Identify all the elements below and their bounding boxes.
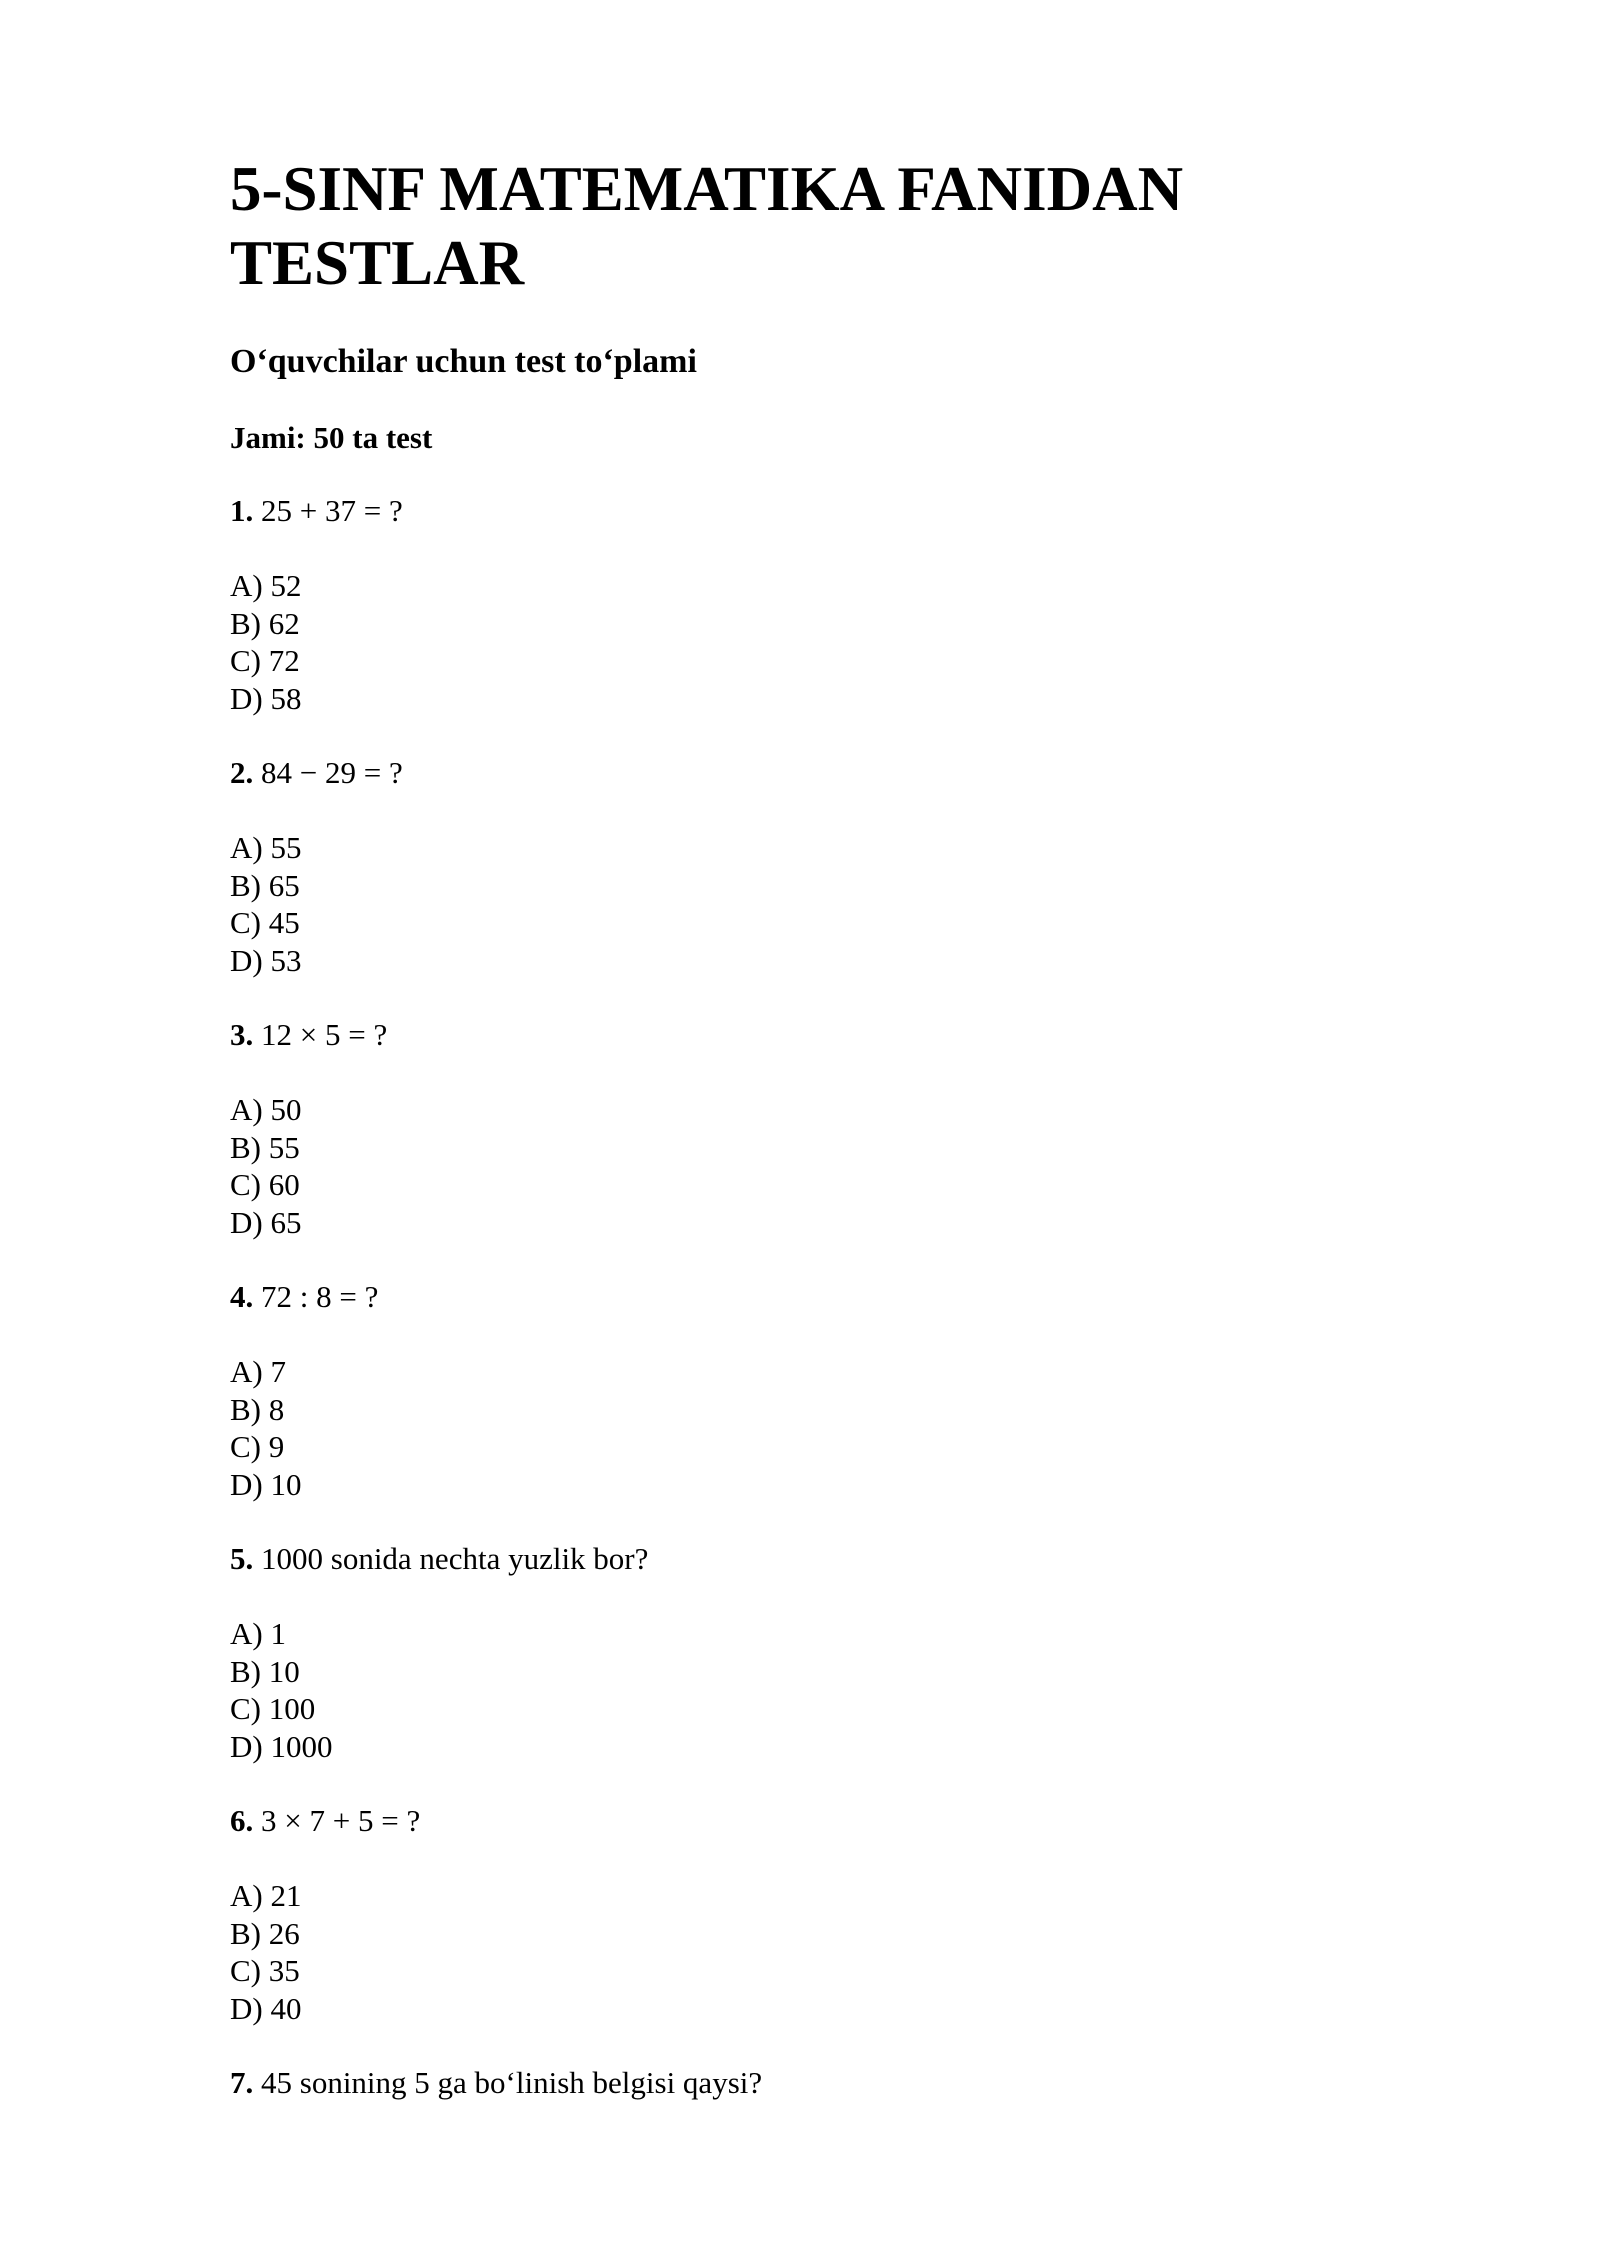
question-3: [230, 1016, 1370, 1241]
question-text: [230, 1802, 1370, 1840]
question-7: [230, 2064, 1370, 2102]
answer-option: A) 50: [230, 1092, 302, 1127]
question-number: 6.: [230, 1803, 254, 1838]
question-1: [230, 492, 1370, 717]
question-text: [230, 492, 1370, 530]
answer-option: D) 58: [230, 680, 302, 716]
document-subtitle: O‘quvchilar uchun test to‘plami: [230, 343, 697, 380]
question-number: 4.: [230, 1279, 254, 1314]
answer-option: B) 8: [230, 1391, 285, 1427]
question-body: 1000 sonida nechta yuzlik bor?: [261, 1541, 649, 1576]
question-number: 2.: [230, 755, 254, 790]
question-2: [230, 754, 1370, 979]
question-text: [230, 2064, 1370, 2102]
answer-option: D) 40: [230, 1990, 302, 2026]
question-5: [230, 1540, 1370, 1765]
question-body: 12 × 5 = ?: [261, 1017, 388, 1052]
question-text: [230, 754, 1370, 792]
answer-option: A) 21: [230, 1878, 302, 1913]
question-text: [230, 1278, 1370, 1316]
answer-option: C) 60: [230, 1167, 300, 1202]
answer-option: C) 100: [230, 1691, 316, 1726]
answer-option: D) 65: [230, 1204, 302, 1240]
answer-option: B) 10: [230, 1653, 300, 1689]
answer-options: [230, 829, 1370, 979]
answer-option: D) 1000: [230, 1728, 333, 1764]
answer-option: A) 1: [230, 1616, 286, 1651]
question-4: [230, 1278, 1370, 1503]
answer-option: B) 65: [230, 867, 300, 903]
test-count: Jami: 50 ta test: [230, 420, 433, 455]
question-number: 3.: [230, 1017, 254, 1052]
question-body: 25 + 37 = ?: [261, 493, 403, 528]
question-6: [230, 1802, 1370, 2027]
answer-option: C) 45: [230, 905, 300, 940]
answer-options: [230, 1615, 1370, 1765]
answer-options: [230, 567, 1370, 717]
question-number: 1.: [230, 493, 254, 528]
answer-option: D) 10: [230, 1466, 302, 1502]
answer-option: A) 55: [230, 830, 302, 865]
answer-option: B) 55: [230, 1129, 300, 1165]
question-text: [230, 1016, 1370, 1054]
answer-option: C) 72: [230, 643, 300, 678]
answer-option: A) 52: [230, 568, 302, 603]
question-body: 3 × 7 + 5 = ?: [261, 1803, 421, 1838]
answer-options: [230, 1091, 1370, 1241]
question-body: 84 − 29 = ?: [261, 755, 403, 790]
question-number: 7.: [230, 2065, 254, 2100]
answer-option: A) 7: [230, 1354, 286, 1389]
answer-option: D) 53: [230, 942, 302, 978]
answer-option: B) 26: [230, 1915, 300, 1951]
answer-option: C) 35: [230, 1953, 300, 1988]
document-title: 5-SINF MATEMATIKA FANIDAN TESTLAR: [230, 154, 1184, 298]
answer-options: [230, 1877, 1370, 2027]
question-number: 5.: [230, 1541, 254, 1576]
answer-option: B) 62: [230, 605, 300, 641]
question-body: 45 sonining 5 ga bo‘linish belgisi qaysi?: [261, 2065, 763, 2100]
question-body: 72 : 8 = ?: [261, 1279, 379, 1314]
answer-option: C) 9: [230, 1429, 285, 1464]
question-list: [230, 492, 1370, 2139]
answer-options: [230, 1353, 1370, 1503]
question-text: [230, 1540, 1370, 1578]
